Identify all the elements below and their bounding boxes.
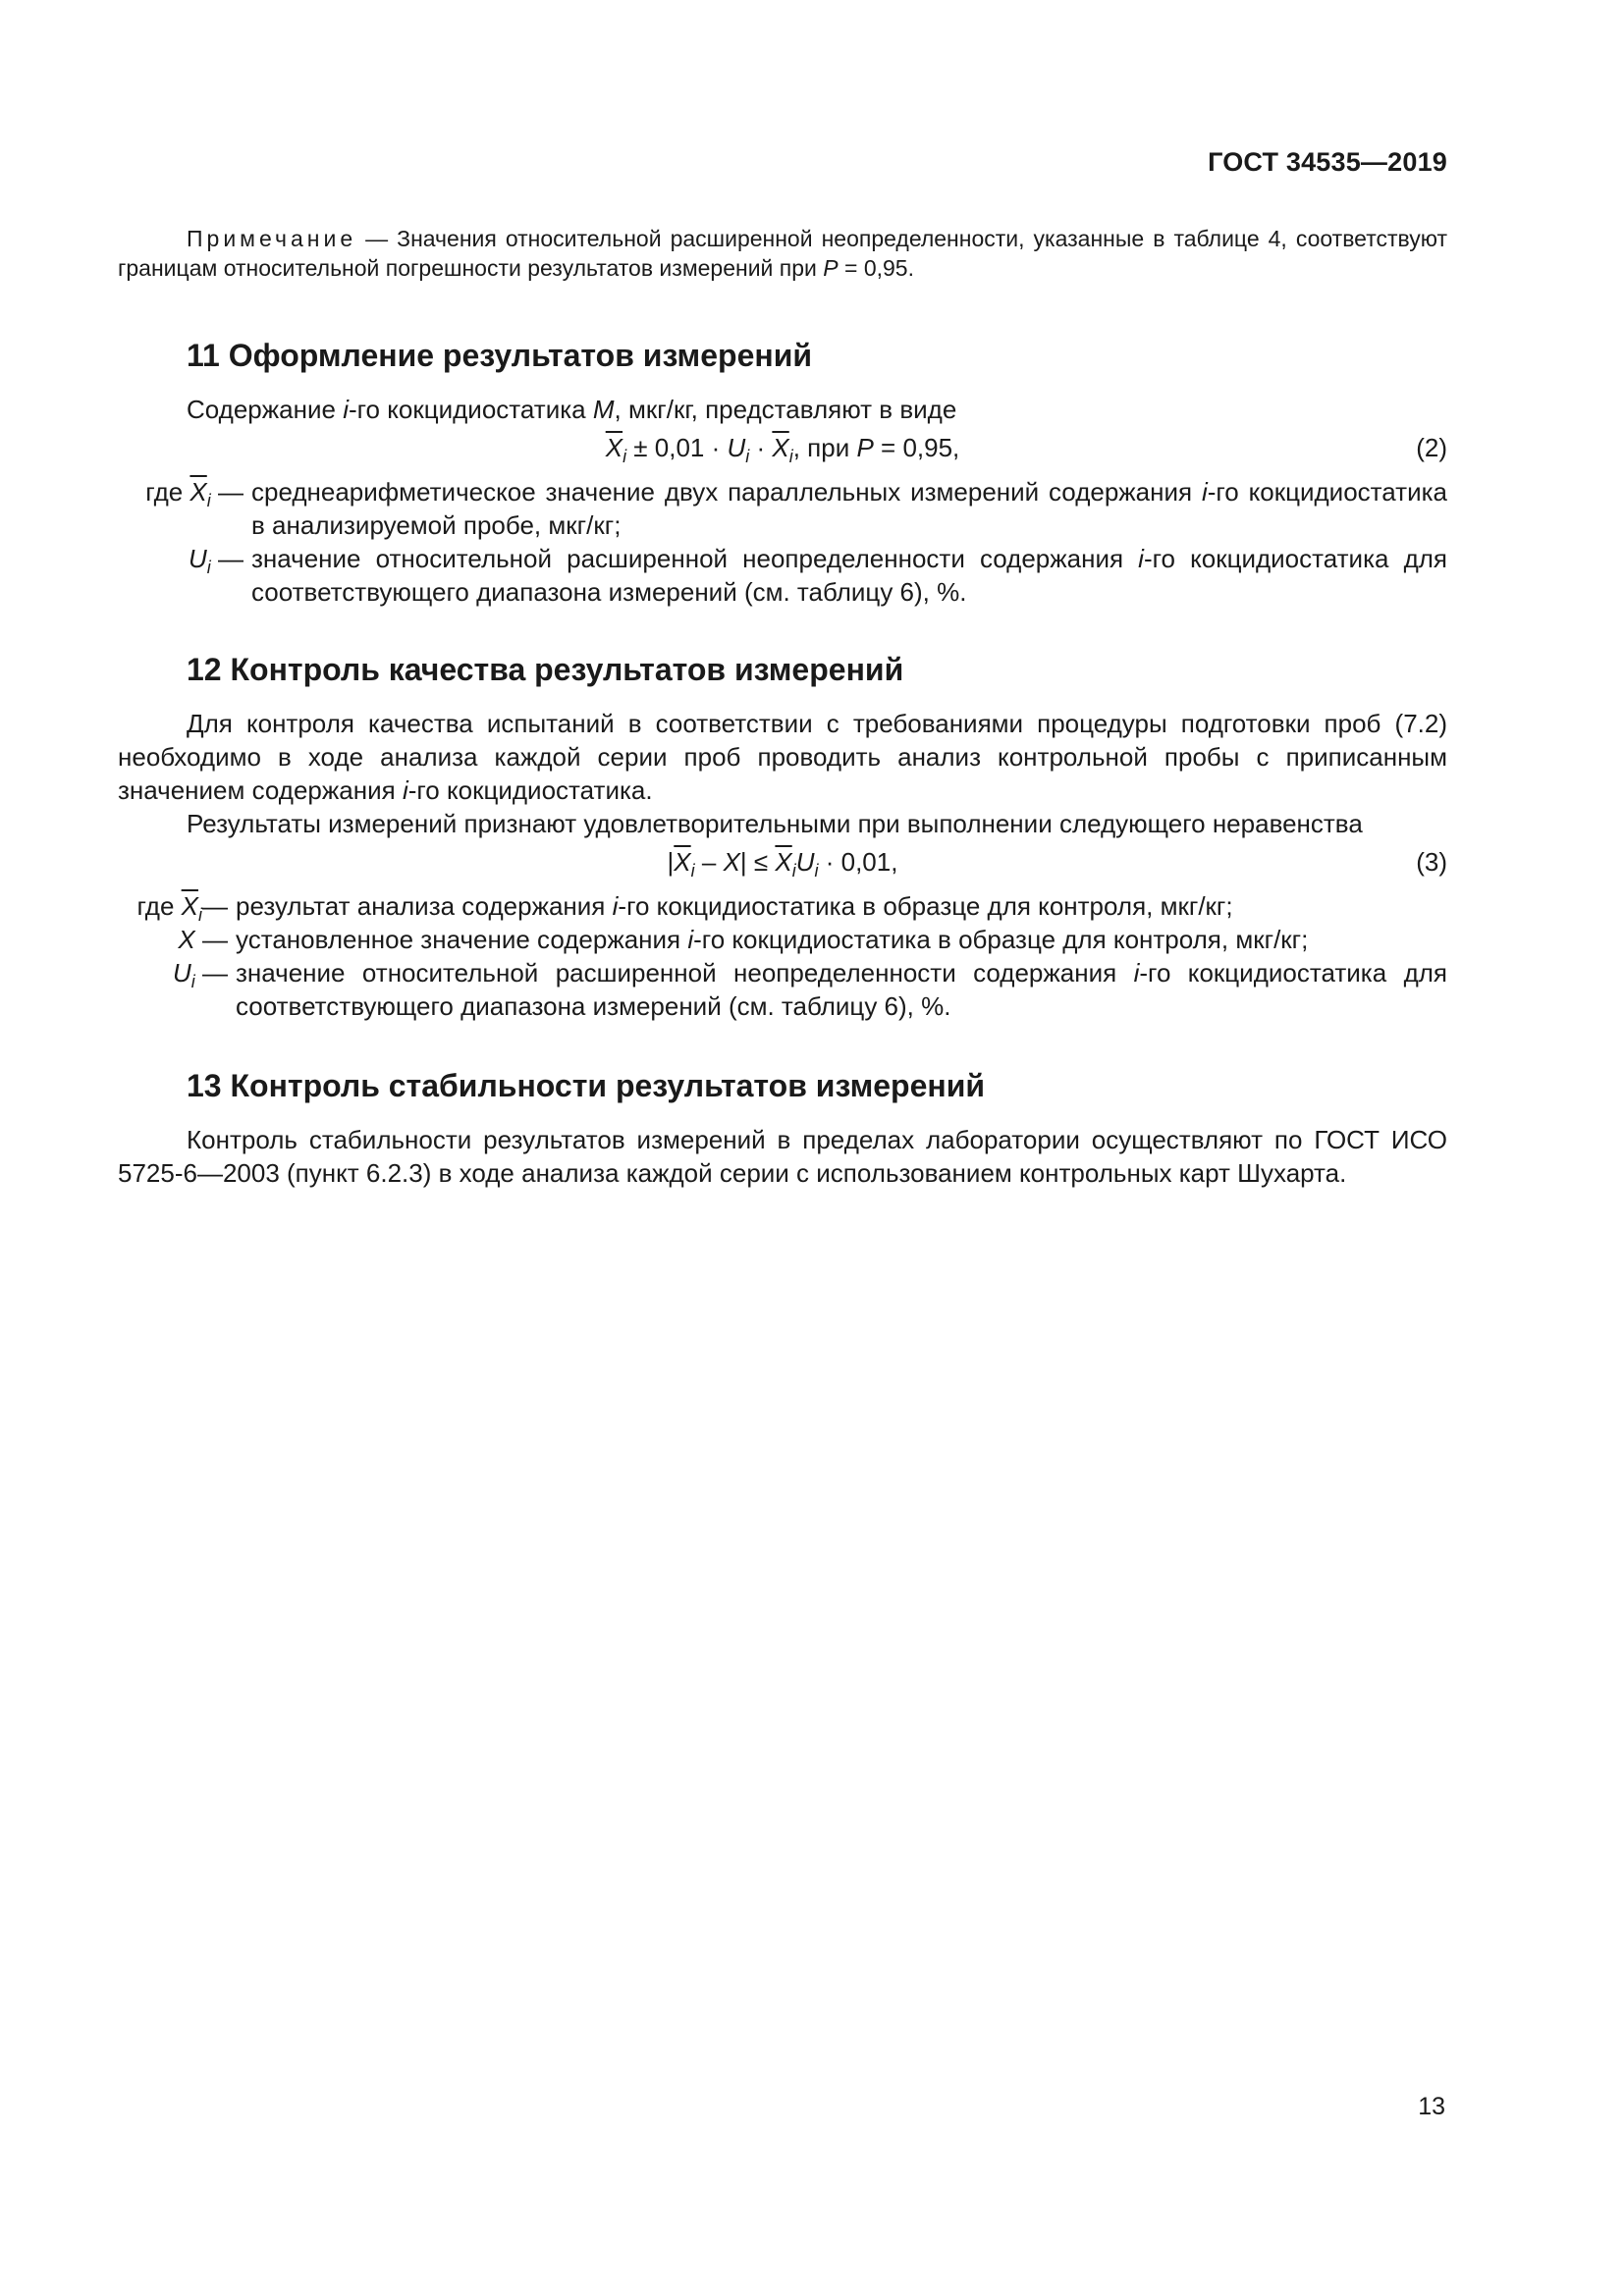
section-12-definitions xyxy=(118,889,1447,1023)
section-12-heading: 12 Контроль качества результатов измерений xyxy=(187,652,904,687)
section-13-heading: 13 Контроль стабильности результатов измерений xyxy=(187,1068,986,1103)
formula-2-expression: $\overline{X}_i \pm 0,01 \cdot U_i \cdot \overline{X}_i$, при P = 0,95, xyxy=(605,433,960,466)
definition-item: $U_i$ — значение относительной расширенной неопределенности содержания i-го кокцидиостатика для соответствующего диапазона измерений (см. таблицу 6), %. xyxy=(172,958,1448,1021)
section-12-paragraph-1: Для контроля качества испытаний в соответствии с требованиями процедуры подготовки проб (7.2) необходимо в ходе анализа каждой серии проб проводить анализ контрольной пробы с приписанным значением содержания i-го кокцидиостатика. xyxy=(118,709,1447,805)
formula-3-number: (3) xyxy=(1416,847,1447,877)
section-11-intro: Содержание i-го кокцидиостатика M, мкг/кг, представляют в виде xyxy=(187,395,957,424)
definition-item: где $\overline{X}_i—$ результат анализа содержания i-го кокцидиостатика в образце для контроля, мкг/кг; xyxy=(136,891,1233,925)
note-label: Примечание xyxy=(187,226,357,251)
document-body xyxy=(118,224,1447,1190)
definition-item: $U_i$ — значение относительной расширенной неопределенности содержания i-го кокцидиостатика для соответствующего диапазона измерений (см. таблицу 6), %. xyxy=(188,544,1448,607)
formula-2 xyxy=(118,428,1447,471)
note-paragraph: Примечание — Значения относительной расширенной неопределенности, указанные в таблице 4, соответствуют границам относительной погрешности результатов измерений при P = 0,95. xyxy=(118,226,1447,281)
section-11-heading: 11 Оформление результатов измерений xyxy=(187,338,813,373)
section-12-paragraph-2: Результаты измерений признают удовлетворительными при выполнении следующего неравенства xyxy=(187,809,1363,838)
formula-3 xyxy=(118,842,1447,885)
formula-2-number: (2) xyxy=(1416,433,1447,462)
definition-item: где $\overline{X}_i$ — среднеарифметическое значение двух параллельных измерений содержания i-го кокцидиостатика в анализируемой пробе, мкг/кг; xyxy=(145,477,1447,540)
section-13-paragraph-1: Контроль стабильности результатов измерений в пределах лаборатории осуществляют по ГОСТ ИСО 5725-6—2003 (пункт 6.2.3) в ходе анализа каждой серии с использованием контрольных карт Шухарта. xyxy=(118,1125,1447,1188)
formula-3-expression: $|\overline{X}_i - X| \le \overline{X}_iU_i \cdot 0,01$, xyxy=(667,847,898,881)
document-header: ГОСТ 34535—2019 xyxy=(1208,147,1447,177)
page-number: 13 xyxy=(1418,2093,1445,2120)
section-11-definitions xyxy=(118,475,1447,609)
definition-item: X — установленное значение содержания i-го кокцидиостатика в образце для контроля, мкг/кг; xyxy=(178,925,1309,954)
